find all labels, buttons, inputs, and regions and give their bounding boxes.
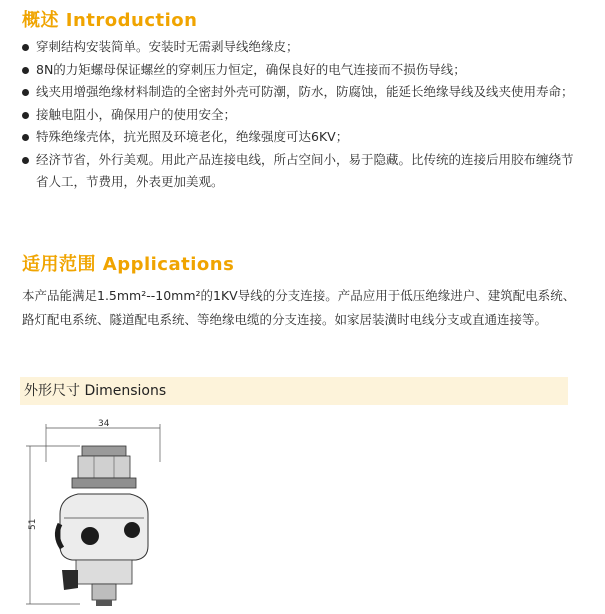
feature-list bbox=[20, 36, 580, 194]
feature-item: 线夹用增强绝缘材料制造的全密封外壳可防潮，防水，防腐蚀，能延长绝缘导线及线夹使用寿命； bbox=[20, 81, 580, 104]
feature-item: 特殊绝缘壳体，抗光照及环境老化，绝缘强度可达6KV； bbox=[20, 126, 580, 149]
applications-heading: 适用范围 Applications bbox=[22, 254, 235, 275]
dimensions-heading: 外形尺寸 Dimensions bbox=[24, 383, 167, 399]
feature-item: 穿刺结构安装简单。安装时无需剥导线绝缘皮； bbox=[20, 36, 580, 59]
feature-item: 接触电阻小，确保用户的使用安全； bbox=[20, 104, 580, 127]
height-dimension-label: 51 bbox=[28, 518, 38, 530]
applications-paragraph: 本产品能满足1.5mm²--10mm²的1KV导线的分支连接。产品应用于低压绝缘进户、建筑配电系统、路灯配电系统、隧道配电系统、等绝缘电缆的分支连接。如家居装潢时电线分支或直通连接等。 bbox=[22, 288, 576, 327]
connector-dimension-drawing bbox=[20, 418, 180, 614]
feature-item: 经济节省，外行美观。用此产品连接电线，所占空间小，易于隐藏。比传统的连接后用胶布缠绕节省人工，节费用，外表更加美观。 bbox=[20, 149, 580, 194]
connector-illustration bbox=[57, 446, 148, 606]
introduction-heading: 概述 Introduction bbox=[22, 10, 198, 31]
dimensions-header-bar bbox=[20, 377, 568, 405]
width-dimension-label: 34 bbox=[98, 419, 110, 429]
feature-item: 8N的力矩螺母保证螺丝的穿刺压力恒定，确保良好的电气连接而不损伤导线； bbox=[20, 59, 580, 82]
